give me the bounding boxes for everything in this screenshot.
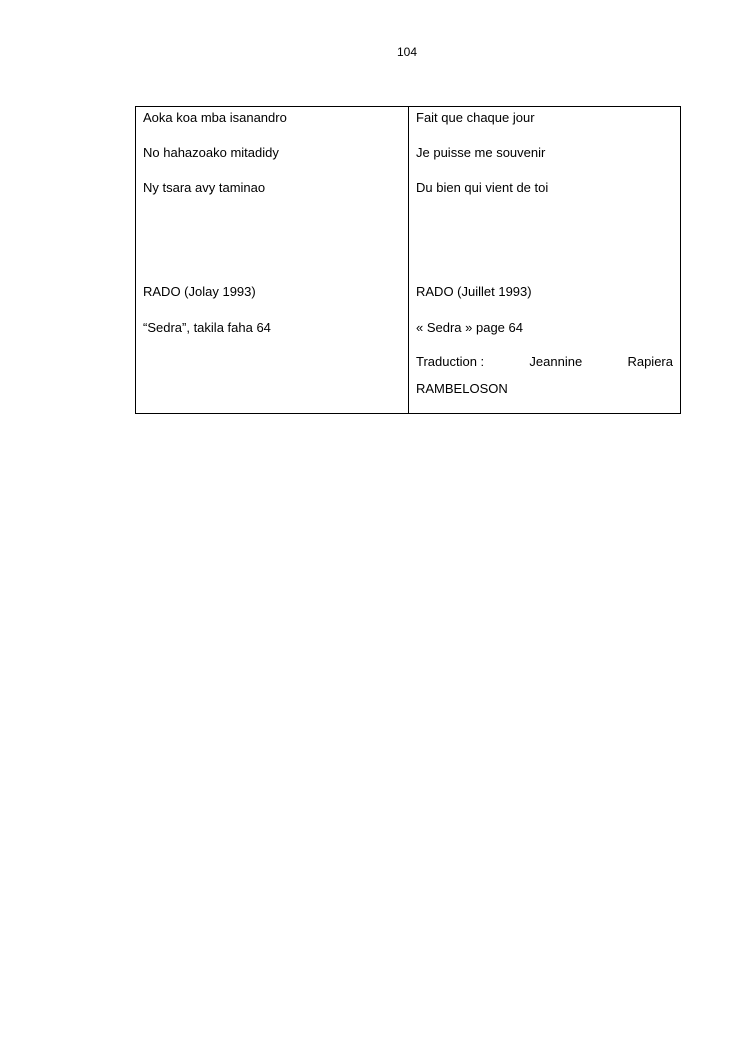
french-column	[409, 107, 680, 413]
poem-translation-table	[135, 106, 681, 414]
translator-middle-name: Rapiera	[627, 354, 673, 369]
malagasy-source: “Sedra”, takila faha 64	[143, 320, 271, 335]
malagasy-line-3: Ny tsara avy taminao	[143, 180, 266, 195]
translator-first-name: Jeannine	[529, 354, 583, 369]
malagasy-column	[136, 107, 409, 413]
malagasy-author: RADO (Jolay 1993)	[143, 284, 256, 299]
french-line-2: Je puisse me souvenir	[416, 145, 546, 160]
french-line-3: Du bien qui vient de toi	[416, 180, 549, 195]
translation-credit-line	[416, 353, 673, 371]
french-line-1: Fait que chaque jour	[416, 110, 535, 125]
malagasy-line-2: No hahazoako mitadidy	[143, 145, 279, 160]
translation-label: Traduction :	[416, 354, 485, 369]
french-source: « Sedra » page 64	[416, 320, 523, 335]
malagasy-line-1: Aoka koa mba isanandro	[143, 110, 287, 125]
french-author: RADO (Juillet 1993)	[416, 284, 532, 299]
translator-surname: RAMBELOSON	[416, 381, 508, 396]
page-number: 104	[396, 45, 418, 59]
